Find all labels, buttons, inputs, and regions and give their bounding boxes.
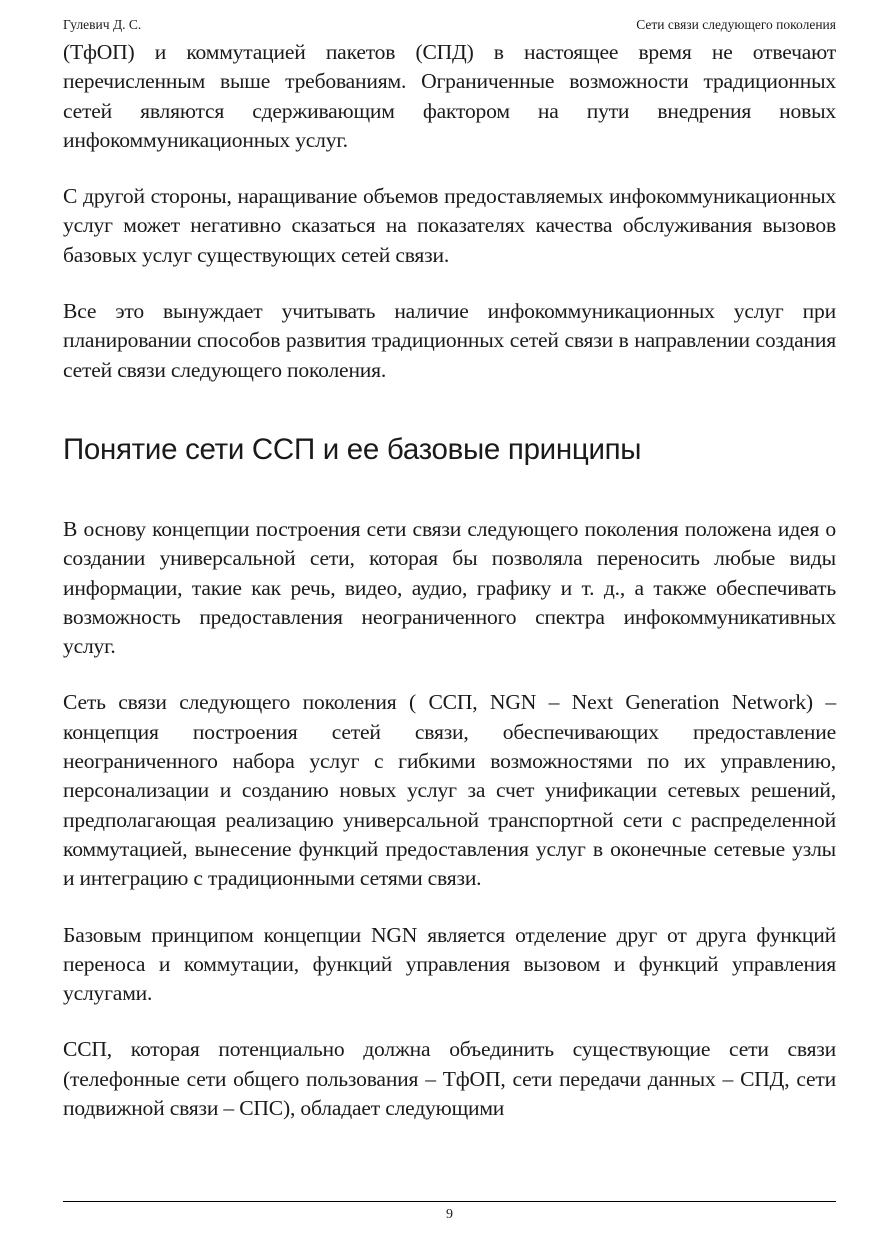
page-number: 9 — [446, 1207, 453, 1222]
paragraph: Все это вынуждает учитывать наличие инфокоммуникационных услуг при планировании способов развития традиционных сетей связи в направлении создания сетей связи следующего поколения. — [63, 299, 836, 382]
paragraph-continuation: (ТфОП) и коммутацией пакетов (СПД) в настоящее время не отвечают перечисленным выше требованиям. Ограниченные возможности традиционных сетей являются сдерживающим фактором на пути внедрения новых инфокоммуникационных услуг. — [63, 40, 836, 152]
paragraph: С другой стороны, наращивание объемов предоставляемых инфокоммуникационных услуг может негативно сказаться на показателях качества обслуживания вызовов базовых услуг существующих сетей связи. — [63, 184, 836, 267]
paragraph: Базовым принципом концепции NGN является отделение друг от друга функций переноса и коммутации, функций управления вызовом и функций управления услугами. — [63, 922, 836, 1006]
header-book-title: Сети связи следующего поколения — [636, 17, 836, 32]
page-content — [63, 38, 836, 1150]
section-heading: Понятие сети ССП и ее базовые принципы — [63, 432, 642, 466]
paragraph: ССП, которая потенциально должна объединить существующие сети связи (телефонные сети общего пользования – ТфОП, сети передачи данных – СПД, сети подвижной связи – СПС), обладает следующими — [63, 1037, 836, 1121]
paragraph: Сеть связи следующего поколения ( ССП, NGN – Next Generation Network) – концепция построения сетей связи, обеспечивающих предоставление неограниченного набора услуг с гибкими возможностями по их управлению, персонализации и созданию новых услуг за счет унификации сетевых решений, предполагающая реализацию универсальной транспортной сети с распределенной коммутацией, вынесение функций предоставления услуг в оконечные сетевые узлы и интеграцию с традиционными сетями связи. — [63, 690, 836, 891]
document-page — [63, 0, 836, 1241]
header-author: Гулевич Д. С. — [63, 17, 142, 32]
footer-divider — [63, 1201, 836, 1202]
running-header — [63, 16, 836, 34]
paragraph: В основу концепции построения сети связи следующего поколения положена идея о создании универсальной сети, которая бы позволяла переносить любые виды информации, такие как речь, видео, аудио, графику и т. д., а также обеспечивать возможность предоставления неограниченного спектра инфокоммуникативных услуг. — [63, 516, 836, 659]
